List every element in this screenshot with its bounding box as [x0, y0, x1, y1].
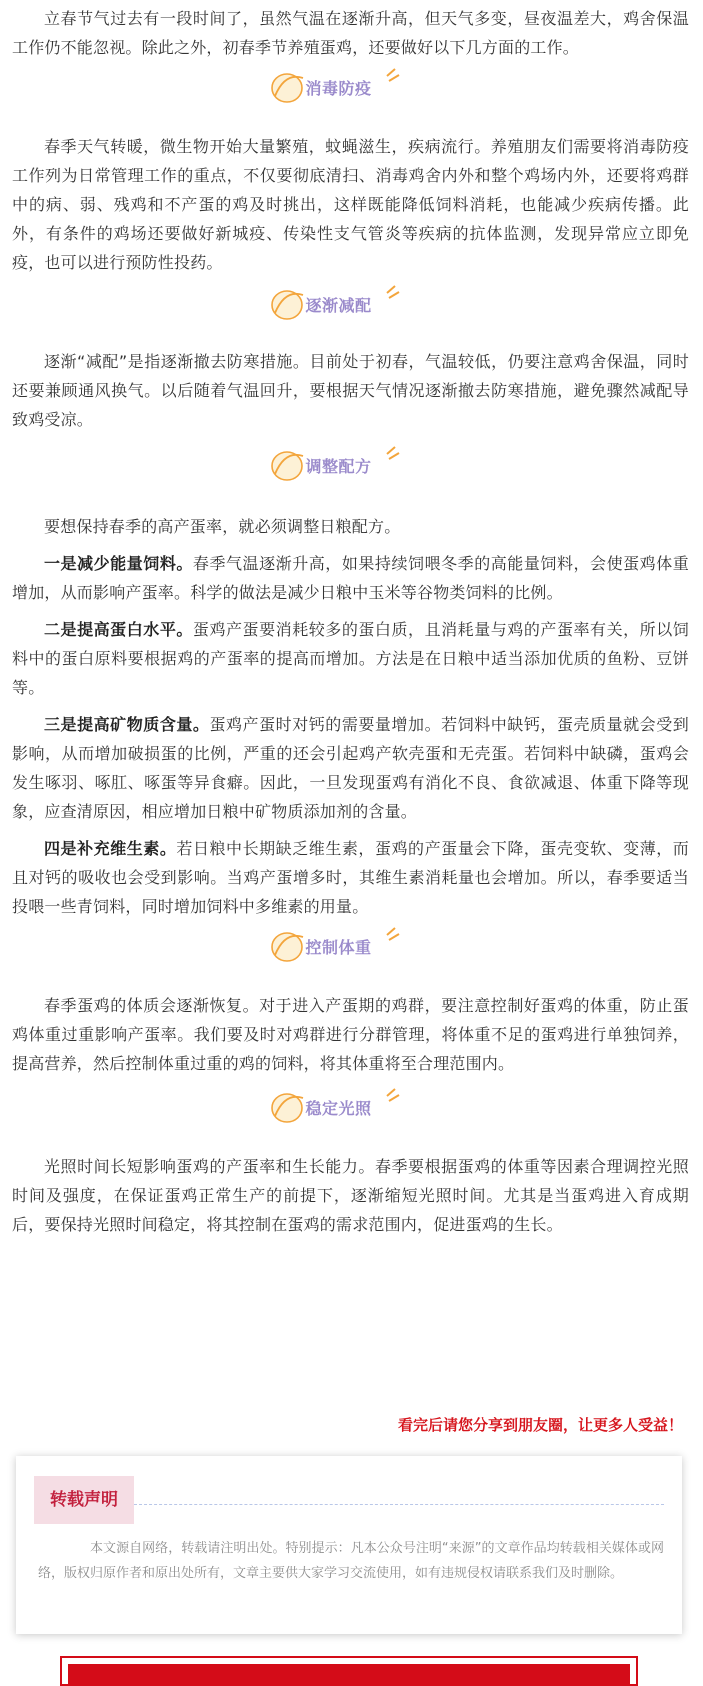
section-header-gradual-reduction — [241, 283, 461, 323]
paragraph-lead: 一是减少能量饲料。 — [44, 554, 193, 573]
reprint-notice-card — [16, 1456, 682, 1634]
section-paragraph: 光照时间长短影响蛋鸡的产蛋率和生长能力。春季要根据蛋鸡的体重等因素合理调控光照时间及强度，在保证蛋鸡正常生产的前提下，逐渐缩短光照时间。尤其是当蛋鸡进入育成期后，要保持光照时间稳定，将其控制在蛋鸡的需求范围内，促进蛋鸡的生长。 — [12, 1157, 689, 1234]
section-paragraph — [12, 615, 689, 702]
reprint-notice-text: 本文源自网络，转载请注明出处。特别提示：凡本公众号注明“来源”的文章作品均转载相关媒体或网络，版权归原作者和原出处所有，文章主要供大家学习交流使用，如有违规侵权请联系我们及时删除。 — [38, 1541, 664, 1581]
paragraph-lead: 三是提高矿物质含量。 — [44, 715, 210, 734]
section-header-disinfection — [241, 66, 461, 106]
section-paragraph — [12, 549, 689, 607]
paragraph-text: 若日粮中长期缺乏维生素，蛋鸡的产蛋量会下降，蛋壳变软、变薄，而且对钙的吸收也会受到影响。当鸡产蛋增多时，其维生素消耗量也会增加。所以，春季要适当投喂一些青饲料，同时增加饲料中多维素的用量。 — [12, 839, 690, 916]
section-title: 逐渐减配 — [305, 296, 372, 315]
paragraph-text: 蛋鸡产蛋要消耗较多的蛋白质，且消耗量与鸡的产蛋率有关，所以饲料中的蛋白原料要根据鸡的产蛋率的提高而增加。方法是在日粮中适当添加优质的鱼粉、豆饼等。 — [12, 620, 689, 697]
section-title: 控制体重 — [305, 938, 372, 957]
section-paragraph: 春季蛋鸡的体质会逐渐恢复。对于进入产蛋期的鸡群，要注意控制好蛋鸡的体重，防止蛋鸡体重过重影响产蛋率。我们要及时对鸡群进行分群管理，将体重不足的蛋鸡进行单独饲养，提高营养，然后控制体重过重的鸡的饲料，将其体重将至合理范围内。 — [12, 996, 689, 1073]
section-header-weight-control — [241, 925, 461, 965]
paragraph-lead: 四是补充维生素。 — [44, 839, 177, 858]
divider — [134, 1504, 664, 1505]
reprint-notice-label: 转载声明 — [34, 1476, 134, 1524]
paragraph-text: 春季气温逐渐升高，如果持续饲喂冬季的高能量饲料，会使蛋鸡体重增加，从而影响产蛋率。科学的做法是减少日粮中玉米等谷物类饲料的比例。 — [12, 554, 689, 602]
article-body — [12, 0, 689, 1239]
section-title: 调整配方 — [305, 457, 372, 476]
intro-paragraph: 立春节气过去有一段时间了，虽然气温在逐渐升高，但天气多变，昼夜温差大，鸡舍保温工作仍不能忽视。除此之外，初春季节养殖蛋鸡，还要做好以下几方面的工作。 — [12, 9, 689, 57]
share-prompt: 看完后请您分享到朋友圈，让更多人受益！ — [397, 1416, 683, 1434]
paragraph-text: 蛋鸡产蛋时对钙的需要量增加。若饲料中缺钙，蛋壳质量就会受到影响，从而增加破损蛋的比例，严重的还会引起鸡产软壳蛋和无壳蛋。若饲料中缺磷，蛋鸡会发生啄羽、啄肛、啄蛋等异食癖。因此，一旦发现蛋鸡有消化不良、食欲减退、体重下降等现象，应查清原因，相应增加日粮中矿物质添加剂的含量。 — [12, 715, 689, 821]
section-paragraph: 逐渐“减配”是指逐渐撤去防寒措施。目前处于初春，气温较低，仍要注意鸡舍保温，同时还要兼顾通风换气。以后随着气温回升，要根据天气情况逐渐撤去防寒措施，避免骤然减配导致鸡受凉。 — [12, 352, 689, 429]
section-paragraph — [12, 834, 689, 921]
paragraph-lead: 二是提高蛋白水平。 — [44, 620, 193, 639]
section-header-stable-lighting — [241, 1086, 461, 1126]
section-paragraph: 春季天气转暖，微生物开始大量繁殖，蚊蝇滋生，疾病流行。养殖朋友们需要将消毒防疫工作列为日常管理工作的重点，不仅要彻底清扫、消毒鸡舍内外和整个鸡场内外，还要将鸡群中的病、弱、残鸡和不产蛋的鸡及时挑出，这样既能降低饲料消耗，也能减少疾病传播。此外，有条件的鸡场还要做好新城疫、传染性支气管炎等疾病的抗体监测，发现异常应立即免疫，也可以进行预防性投药。 — [12, 137, 689, 272]
bottom-banner — [60, 1656, 638, 1686]
section-paragraph — [12, 710, 689, 826]
section-title: 消毒防疫 — [305, 79, 372, 98]
section-header-adjust-formula — [241, 444, 461, 484]
section-title: 稳定光照 — [305, 1099, 372, 1118]
section-paragraph: 要想保持春季的高产蛋率，就必须调整日粮配方。 — [44, 517, 401, 536]
bottom-banner-fill — [68, 1664, 630, 1684]
